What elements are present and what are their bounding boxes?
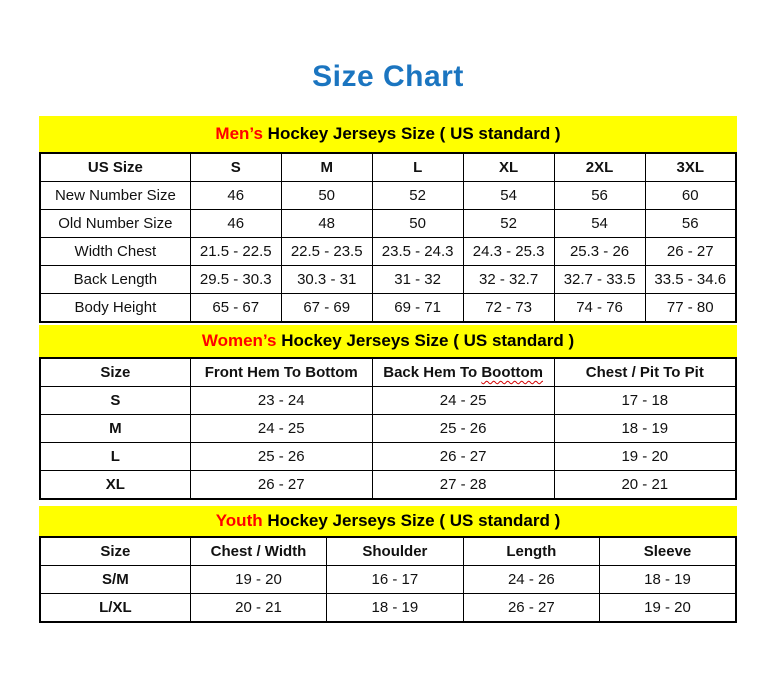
heading-accent: Men’s <box>215 124 263 143</box>
section-mens <box>39 116 737 323</box>
size-value-cell: 18 - 19 <box>554 415 736 443</box>
header-row <box>40 358 736 387</box>
size-value-cell: 19 - 20 <box>554 443 736 471</box>
size-value-cell: 69 - 71 <box>372 294 463 323</box>
header-row <box>40 153 736 182</box>
column-header: Front Hem To Bottom <box>190 358 372 387</box>
misspelled-word: Boottom <box>481 364 543 381</box>
table-row <box>40 294 736 323</box>
row-label: S <box>40 387 190 415</box>
heading-rest: Hockey Jerseys Size ( US standard ) <box>276 331 575 350</box>
size-value-cell: 20 - 21 <box>190 594 326 623</box>
row-label: Width Chest <box>40 238 190 266</box>
size-value-cell: 24 - 26 <box>463 566 599 594</box>
size-value-cell: 26 - 27 <box>645 238 736 266</box>
size-value-cell: 48 <box>281 210 372 238</box>
size-value-cell: 60 <box>645 182 736 210</box>
row-label: Back Length <box>40 266 190 294</box>
size-value-cell: 19 - 20 <box>600 594 736 623</box>
size-value-cell: 46 <box>190 210 281 238</box>
column-header: 2XL <box>554 153 645 182</box>
table-row <box>40 210 736 238</box>
column-header: Shoulder <box>327 537 463 566</box>
size-value-cell: 26 - 27 <box>190 471 372 500</box>
mens-size-table <box>39 152 737 323</box>
table-row <box>40 238 736 266</box>
size-value-cell: 33.5 - 34.6 <box>645 266 736 294</box>
size-value-cell: 65 - 67 <box>190 294 281 323</box>
row-label: S/M <box>40 566 190 594</box>
column-header: Chest / Pit To Pit <box>554 358 736 387</box>
size-value-cell: 30.3 - 31 <box>281 266 372 294</box>
column-header: XL <box>463 153 554 182</box>
size-value-cell: 29.5 - 30.3 <box>190 266 281 294</box>
size-value-cell: 74 - 76 <box>554 294 645 323</box>
column-header: Size <box>40 537 190 566</box>
size-value-cell: 67 - 69 <box>281 294 372 323</box>
row-label: M <box>40 415 190 443</box>
size-value-cell: 18 - 19 <box>600 566 736 594</box>
size-chart-page <box>39 0 737 623</box>
row-label: L <box>40 443 190 471</box>
size-value-cell: 25 - 26 <box>372 415 554 443</box>
section-heading-mens <box>39 116 737 152</box>
size-value-cell: 23.5 - 24.3 <box>372 238 463 266</box>
size-value-cell: 54 <box>554 210 645 238</box>
table-row <box>40 387 736 415</box>
table-row <box>40 443 736 471</box>
table-row <box>40 594 736 623</box>
size-value-cell: 50 <box>281 182 372 210</box>
header-row <box>40 537 736 566</box>
column-header: Length <box>463 537 599 566</box>
size-value-cell: 24 - 25 <box>372 387 554 415</box>
table-row <box>40 415 736 443</box>
row-label: L/XL <box>40 594 190 623</box>
column-header: M <box>281 153 372 182</box>
size-value-cell: 54 <box>463 182 554 210</box>
size-value-cell: 19 - 20 <box>190 566 326 594</box>
size-value-cell: 56 <box>645 210 736 238</box>
table-row <box>40 471 736 500</box>
heading-accent: Youth <box>215 511 263 530</box>
size-value-cell: 31 - 32 <box>372 266 463 294</box>
column-header: Back Hem To Boottom <box>372 358 554 387</box>
page-title: Size Chart <box>312 60 464 93</box>
row-label: Body Height <box>40 294 190 323</box>
size-value-cell: 21.5 - 22.5 <box>190 238 281 266</box>
heading-accent: Women’s <box>201 331 277 350</box>
table-row <box>40 566 736 594</box>
row-label: Old Number Size <box>40 210 190 238</box>
size-value-cell: 23 - 24 <box>190 387 372 415</box>
size-value-cell: 77 - 80 <box>645 294 736 323</box>
row-label: New Number Size <box>40 182 190 210</box>
size-value-cell: 72 - 73 <box>463 294 554 323</box>
row-label: XL <box>40 471 190 500</box>
youth-size-table <box>39 536 737 623</box>
womens-size-table <box>39 357 737 500</box>
size-value-cell: 52 <box>463 210 554 238</box>
column-header: 3XL <box>645 153 736 182</box>
table-row <box>40 266 736 294</box>
section-heading-womens <box>39 325 737 357</box>
size-value-cell: 50 <box>372 210 463 238</box>
size-value-cell: 22.5 - 23.5 <box>281 238 372 266</box>
section-youth <box>39 506 737 623</box>
column-header: Size <box>40 358 190 387</box>
heading-rest: Hockey Jerseys Size ( US standard ) <box>262 511 561 530</box>
column-header: L <box>372 153 463 182</box>
size-value-cell: 27 - 28 <box>372 471 554 500</box>
size-value-cell: 52 <box>372 182 463 210</box>
section-womens <box>39 325 737 500</box>
column-header: S <box>190 153 281 182</box>
size-value-cell: 26 - 27 <box>463 594 599 623</box>
size-value-cell: 16 - 17 <box>327 566 463 594</box>
size-tables <box>39 116 737 623</box>
size-value-cell: 17 - 18 <box>554 387 736 415</box>
size-value-cell: 26 - 27 <box>372 443 554 471</box>
size-value-cell: 46 <box>190 182 281 210</box>
size-value-cell: 25 - 26 <box>190 443 372 471</box>
size-value-cell: 32.7 - 33.5 <box>554 266 645 294</box>
size-value-cell: 18 - 19 <box>327 594 463 623</box>
section-heading-youth <box>39 506 737 536</box>
size-value-cell: 32 - 32.7 <box>463 266 554 294</box>
column-header: US Size <box>40 153 190 182</box>
table-row <box>40 182 736 210</box>
size-value-cell: 24.3 - 25.3 <box>463 238 554 266</box>
size-value-cell: 56 <box>554 182 645 210</box>
heading-rest: Hockey Jerseys Size ( US standard ) <box>262 124 561 143</box>
column-header: Chest / Width <box>190 537 326 566</box>
size-value-cell: 20 - 21 <box>554 471 736 500</box>
column-header: Sleeve <box>600 537 736 566</box>
size-value-cell: 25.3 - 26 <box>554 238 645 266</box>
size-value-cell: 24 - 25 <box>190 415 372 443</box>
